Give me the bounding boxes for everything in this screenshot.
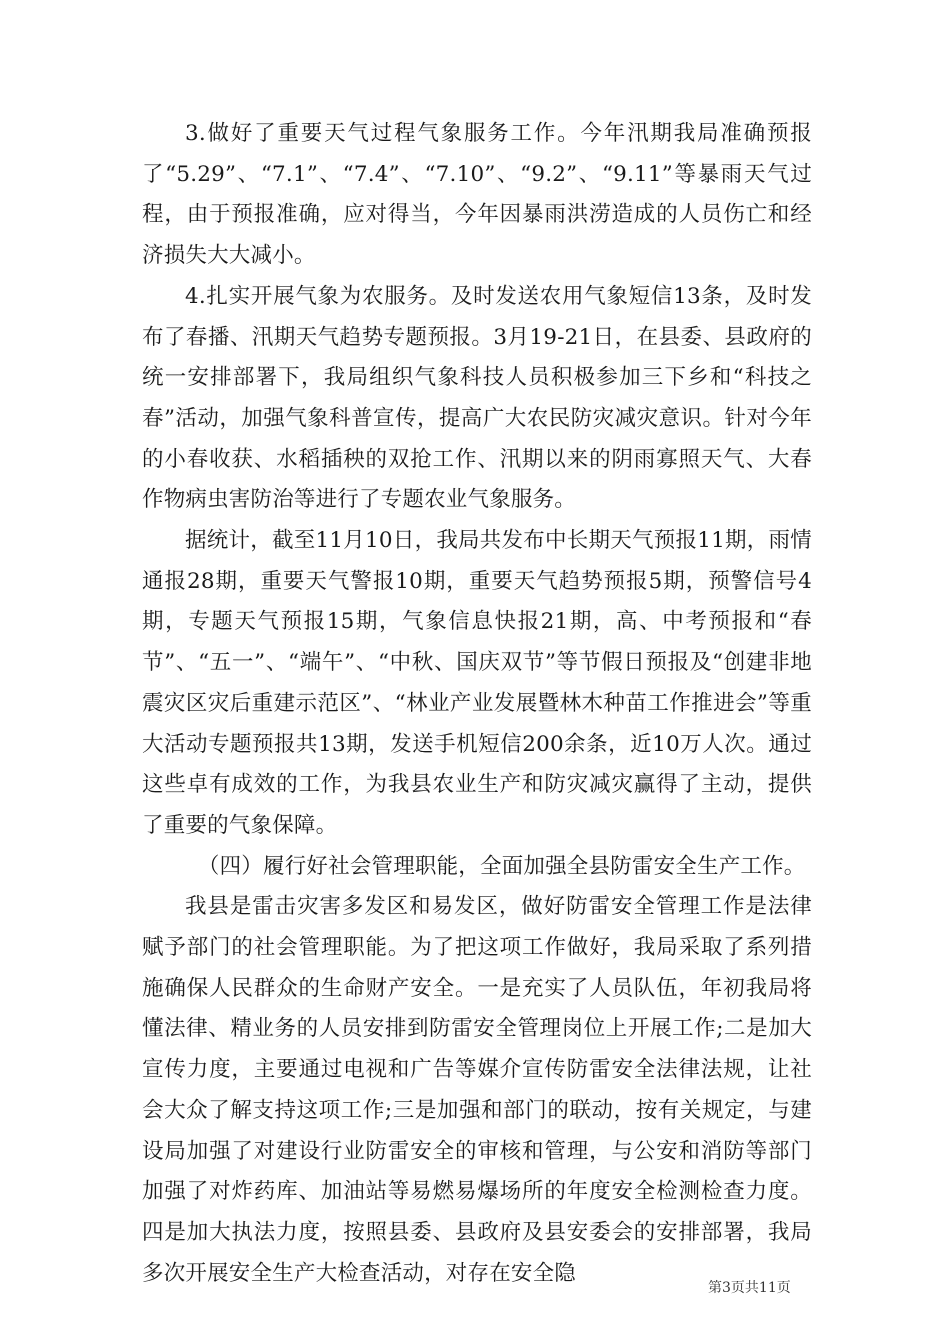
paragraph-weather-service: 3.做好了重要天气过程气象服务工作。今年汛期我局准确预报了“5.29”、“7.1”、“7.4”、“7.10”、“9.2”、“9.11”等暴雨天气过程，由于预报准确，应对得当，今年因暴雨洪涝造成的人员伤亡和经济损失大大减小。 [142,121,812,269]
paragraph-statistics: 据统计，截至11月10日，我局共发布中长期天气预报11期，雨情通报28期，重要天气警报10期，重要天气趋势预报5期，预警信号4期，专题天气预报15期，气象信息快报21期，高、中考预报和“春节”、“五一”、“端午”、“中秋、国庆双节”等节假日预报及“创建非地震灾区灾后重建示范区”、“林业产业发展暨林木种苗工作推进会”等重大活动专题预报共13期，发送手机短信200余条，近10万人次。通过这些卓有成效的工作，为我县农业生产和防灾减灾赢得了主动，提供了重要的气象保障。 [142,528,812,838]
page-number-footer: 第3页共11页 [708,1280,791,1296]
section-heading-lightning: （四）履行好社会管理职能，全面加强全县防雷安全生产工作。 [197,853,806,879]
paragraph-agriculture-service: 4.扎实开展气象为农服务。及时发送农用气象短信13条，及时发布了春播、汛期天气趋势专题预报。3月19-21日，在县委、县政府的统一安排部署下，我局组织气象科技人员积极参加三下乡和“科技之春”活动，加强气象科普宣传，提高广大农民防灾减灾意识。针对今年的小春收获、水稻插秧的双抢工作、汛期以来的阴雨寡照天气、大春作物病虫害防治等进行了专题农业气象服务。 [142,283,812,513]
paragraph-lightning-management: 我县是雷击灾害多发区和易发区，做好防雷安全管理工作是法律赋予部门的社会管理职能。为了把这项工作做好，我局采取了系列措施确保人民群众的生命财产安全。一是充实了人员队伍，年初我局将懂法律、精业务的人员安排到防雷安全管理岗位上开展工作;二是加大宣传力度，主要通过电视和广告等媒介宣传防雷安全法律法规，让社会大众了解支持这项工作;三是加强和部门的联动，按有关规定，与建设局加强了对建设行业防雷安全的审核和管理，与公安和消防等部门加强了对炸药库、加油站等易燃易爆场所的年度安全检测检查力度。四是加大执法力度，按照县委、县政府及县安委会的安排部署，我局多次开展安全生产大检查活动，对存在安全隐 [142,894,812,1286]
document-body [142,114,812,1294]
